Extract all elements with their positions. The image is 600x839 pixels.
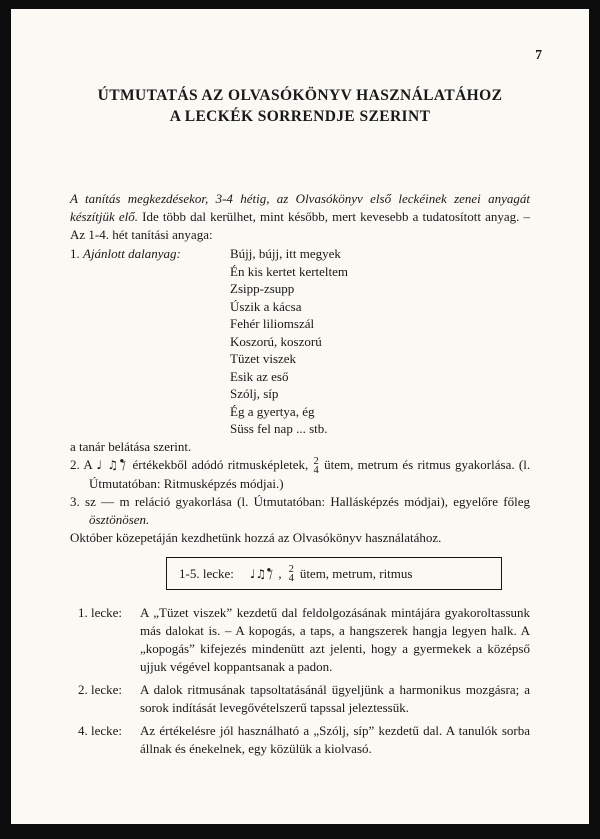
beamed-eighth-notes-icon: ♫ bbox=[255, 566, 267, 581]
song-list bbox=[70, 245, 530, 438]
title-line-1: ÚTMUTATÁS AZ OLVASÓKÖNYV HASZNÁLATÁHOZ bbox=[97, 87, 503, 104]
item-3-italic-text: ösztönösen. bbox=[89, 511, 150, 527]
song-title: Esik az eső bbox=[230, 368, 289, 384]
eighth-rest-icon bbox=[120, 458, 127, 471]
rhythm-practice-item bbox=[70, 456, 530, 493]
song-list-section bbox=[70, 245, 530, 456]
page-number: 7 bbox=[535, 47, 542, 62]
lesson-label: 1. lecke: bbox=[78, 604, 123, 620]
lesson-text: Az értékelésre jól használható a „Szólj, síp” kezdetű dal. A tanulók sorba állnak és énekelnek, egy közülük a kiolvasó. bbox=[140, 722, 530, 756]
intro-paragraph bbox=[70, 190, 530, 244]
summary-box-label: 1-5. lecke: bbox=[179, 565, 234, 581]
time-signature-top: 2 bbox=[288, 563, 294, 575]
lesson-text: A „Tüzet viszek” kezdetű dal feldolgozásának mintájára gyakoroltassunk más dalokat is. – A kopogás, a taps, a hangszerek hangja legyen halk. A „kopogás” kifejezés mindenütt azt jelenti, hogy a gyermekek a középső ujjuk végével koppantsanak a padon. bbox=[140, 604, 530, 674]
page-content bbox=[11, 190, 589, 758]
song-title: Süss fel nap ... stb. bbox=[230, 421, 328, 436]
eighth-rest-icon bbox=[267, 567, 274, 580]
beamed-eighth-notes-icon: ♫ bbox=[107, 457, 120, 472]
lesson-notes-list bbox=[70, 604, 530, 758]
time-signature-bottom: 4 bbox=[288, 572, 294, 584]
lesson-item bbox=[78, 722, 530, 758]
time-signature bbox=[313, 457, 320, 475]
song-title: Tüzet viszek bbox=[230, 351, 297, 366]
october-note: Október közepetáján kezdhetünk hozzá az Olvasókönyv használatához. bbox=[70, 529, 442, 545]
intro-roman-text: Ide több dal kerülhet, mint később, mert kevesebb a tudatosított anyag. – Az 1-4. hét tanítási anyaga: bbox=[70, 209, 530, 242]
lesson-item bbox=[78, 681, 530, 717]
item-2-post-text: ütem, metrum és ritmus gyakorlása. (l. Útmutatóban: Ritmusképzés módjai.) bbox=[89, 456, 531, 491]
lesson-item bbox=[78, 604, 530, 676]
song-list-label bbox=[70, 245, 181, 263]
item-2-pre-text: A bbox=[83, 456, 93, 472]
item-2-number: 2. bbox=[70, 456, 80, 472]
song-title: Zsipp-zsupp bbox=[230, 281, 295, 296]
item-3-roman-text: sz — m reláció gyakorlása (l. Útmutatóban: Hallásképzés módjai), egyelőre főleg bbox=[85, 493, 530, 509]
time-signature-top: 2 bbox=[313, 455, 319, 467]
song-title: Ég a gyertya, ég bbox=[230, 403, 315, 419]
summary-box-suffix: ütem, metrum, ritmus bbox=[299, 565, 413, 581]
item-3-number: 3. bbox=[70, 493, 80, 509]
item-2-mid-text: értékekből adódó ritmusképletek, bbox=[132, 456, 309, 472]
relation-practice-item bbox=[70, 493, 530, 529]
lessons-summary-box bbox=[166, 557, 502, 590]
song-title: Bújj, bújj, itt megyek bbox=[230, 246, 341, 261]
lesson-label: 4. lecke: bbox=[78, 722, 123, 738]
item-1-number: 1. bbox=[70, 246, 80, 261]
summary-box-comma: , bbox=[278, 565, 282, 581]
quarter-note-icon: ♩ bbox=[249, 566, 256, 581]
song-title: Szólj, síp bbox=[230, 386, 279, 401]
song-title: Koszorú, koszorú bbox=[230, 333, 322, 349]
song-list-footer: a tanár belátása szerint. bbox=[70, 438, 192, 454]
intro-italic-text: A tanítás megkezdésekor, 3-4 hétig, az Olvasókönyv első leckéinek zenei anyagát készítjük elő. bbox=[70, 191, 530, 224]
song-title: Fehér liliomszál bbox=[230, 316, 315, 331]
time-signature bbox=[288, 565, 295, 583]
lesson-label: 2. lecke: bbox=[78, 681, 123, 697]
song-title: Úszik a kácsa bbox=[230, 298, 302, 314]
song-list-label-text: Ajánlott dalanyag: bbox=[83, 246, 181, 261]
title-line-2: A LECKÉK SORRENDJE SZERINT bbox=[169, 108, 431, 125]
document-page bbox=[11, 9, 589, 824]
page-title bbox=[31, 85, 569, 127]
quarter-note-icon: ♩ bbox=[96, 457, 104, 472]
song-title: Én kis kertet kerteltem bbox=[230, 263, 349, 279]
lesson-text: A dalok ritmusának tapsoltatásánál ügyeljünk a harmonikus mozgásra; a sorok indítását levegővételszerű tapssal jeleztessük. bbox=[140, 681, 530, 715]
time-signature-bottom: 4 bbox=[313, 464, 319, 476]
